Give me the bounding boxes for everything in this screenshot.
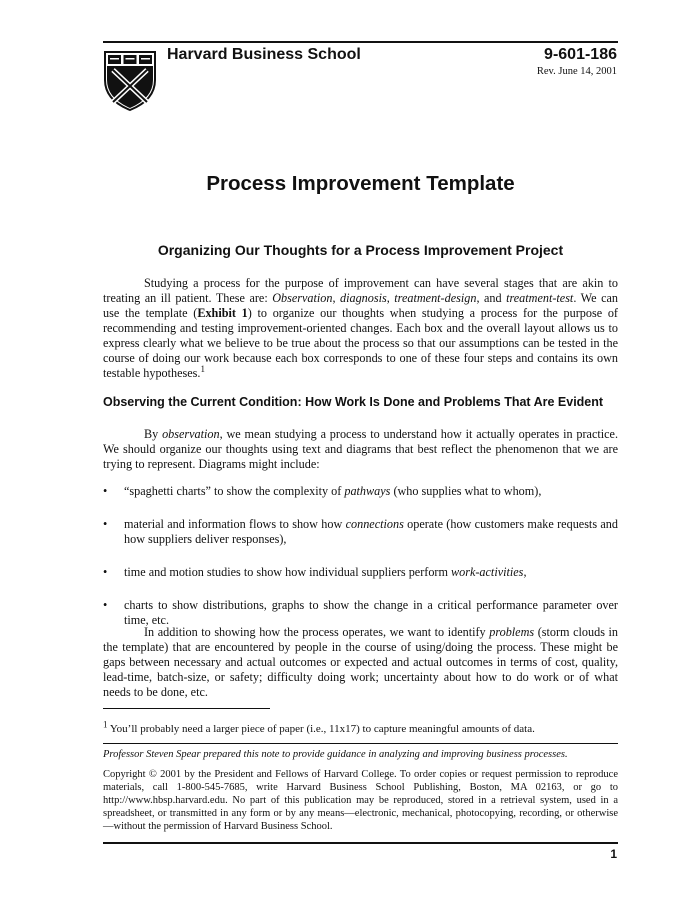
- revision-date: Rev. June 14, 2001: [536, 66, 617, 77]
- document-title: Process Improvement Template: [206, 172, 515, 195]
- problems-paragraph: In addition to showing how the process operates, we want to identify problems (storm clouds in the template) that are encountered by people in the course of using/doing the process. These might be gaps between necessary and actual outcomes or expected and actual outcomes in terms of cost, quality, lead-time, batch-size, or safety; difficulty doing work; uncertainty about how to do work or of what needs to be done, etc.: [103, 625, 619, 699]
- header-rule: [103, 41, 618, 43]
- bottom-rule: [103, 842, 618, 844]
- footnote-rule: [103, 708, 270, 709]
- bullet-icon: •: [103, 484, 108, 498]
- copyright-notice: Copyright © 2001 by the President and Fellows of Harvard College. To order copies or request permission to reproduce materials, call 1-800-545-7685, write Harvard Business School Publishing, Boston, MA 02163, or go to http://www.hbsp.harvard.edu. No part of this publication may be reproduced, stored in a retrieval system, used in a spreadsheet, or transmitted in any form or by any means—electronic, mechanical, photocopying, recording, or otherwise—without the permission of Harvard Business School.: [103, 769, 618, 832]
- list-item: • time and motion studies to show how individual suppliers perform work-activities,: [103, 565, 527, 579]
- school-name: Harvard Business School: [167, 46, 361, 63]
- bullet-icon: •: [103, 517, 108, 531]
- document-number: 9-601-186: [544, 46, 617, 63]
- observation-paragraph: By observation, we mean studying a process to understand how it actually operates in practice. We should organize our thoughts using text and diagrams that best reflect the phenomenon that we are trying to represent. Diagrams might include:: [103, 427, 618, 471]
- intro-paragraph: Studying a process for the purpose of improvement can have several stages that are akin to treating an ill patient. These are: Observation, diagnosis, treatment-design, and treatment-test. We can use the template (Exhibit 1) to organize our thoughts when studying a process for the purpose of recommending and testing improvement-oriented changes. Each box and the overall layout allows us to express clearly what we believe to be true about the process so that our assumptions can be tested in the course of doing our work because each box corresponds to one of these four steps and contains its own testable hypotheses.$^1$: [103, 276, 618, 380]
- footnote-reference: 1: [200, 363, 205, 374]
- page-number: 1: [610, 847, 617, 861]
- diagram-list: [103, 484, 618, 646]
- bullet-icon: •: [103, 565, 108, 579]
- prepared-by-note: Professor Steven Spear prepared this note to provide guidance in analyzing and improving business processes.: [103, 749, 568, 760]
- footer-rule: [103, 743, 618, 744]
- footnote: $^1$ You’ll probably need a larger piece of paper (i.e., 11x17) to capture meaningful amounts of data.: [103, 719, 535, 735]
- list-item: • “spaghetti charts” to show the complexity of pathways (who supplies what to whom),: [103, 484, 542, 498]
- list-item: • material and information flows to show how connections operate (how customers make requests and how suppliers deliver responses),: [103, 517, 618, 546]
- list-item: • charts to show distributions, graphs to show the change in a critical performance parameter over time, etc.: [103, 598, 618, 627]
- document-subtitle: Organizing Our Thoughts for a Process Improvement Project: [157, 242, 564, 258]
- harvard-shield-logo: [103, 50, 157, 112]
- bullet-icon: •: [103, 598, 108, 612]
- section-heading: Observing the Current Condition: How Work Is Done and Problems That Are Evident: [103, 395, 604, 409]
